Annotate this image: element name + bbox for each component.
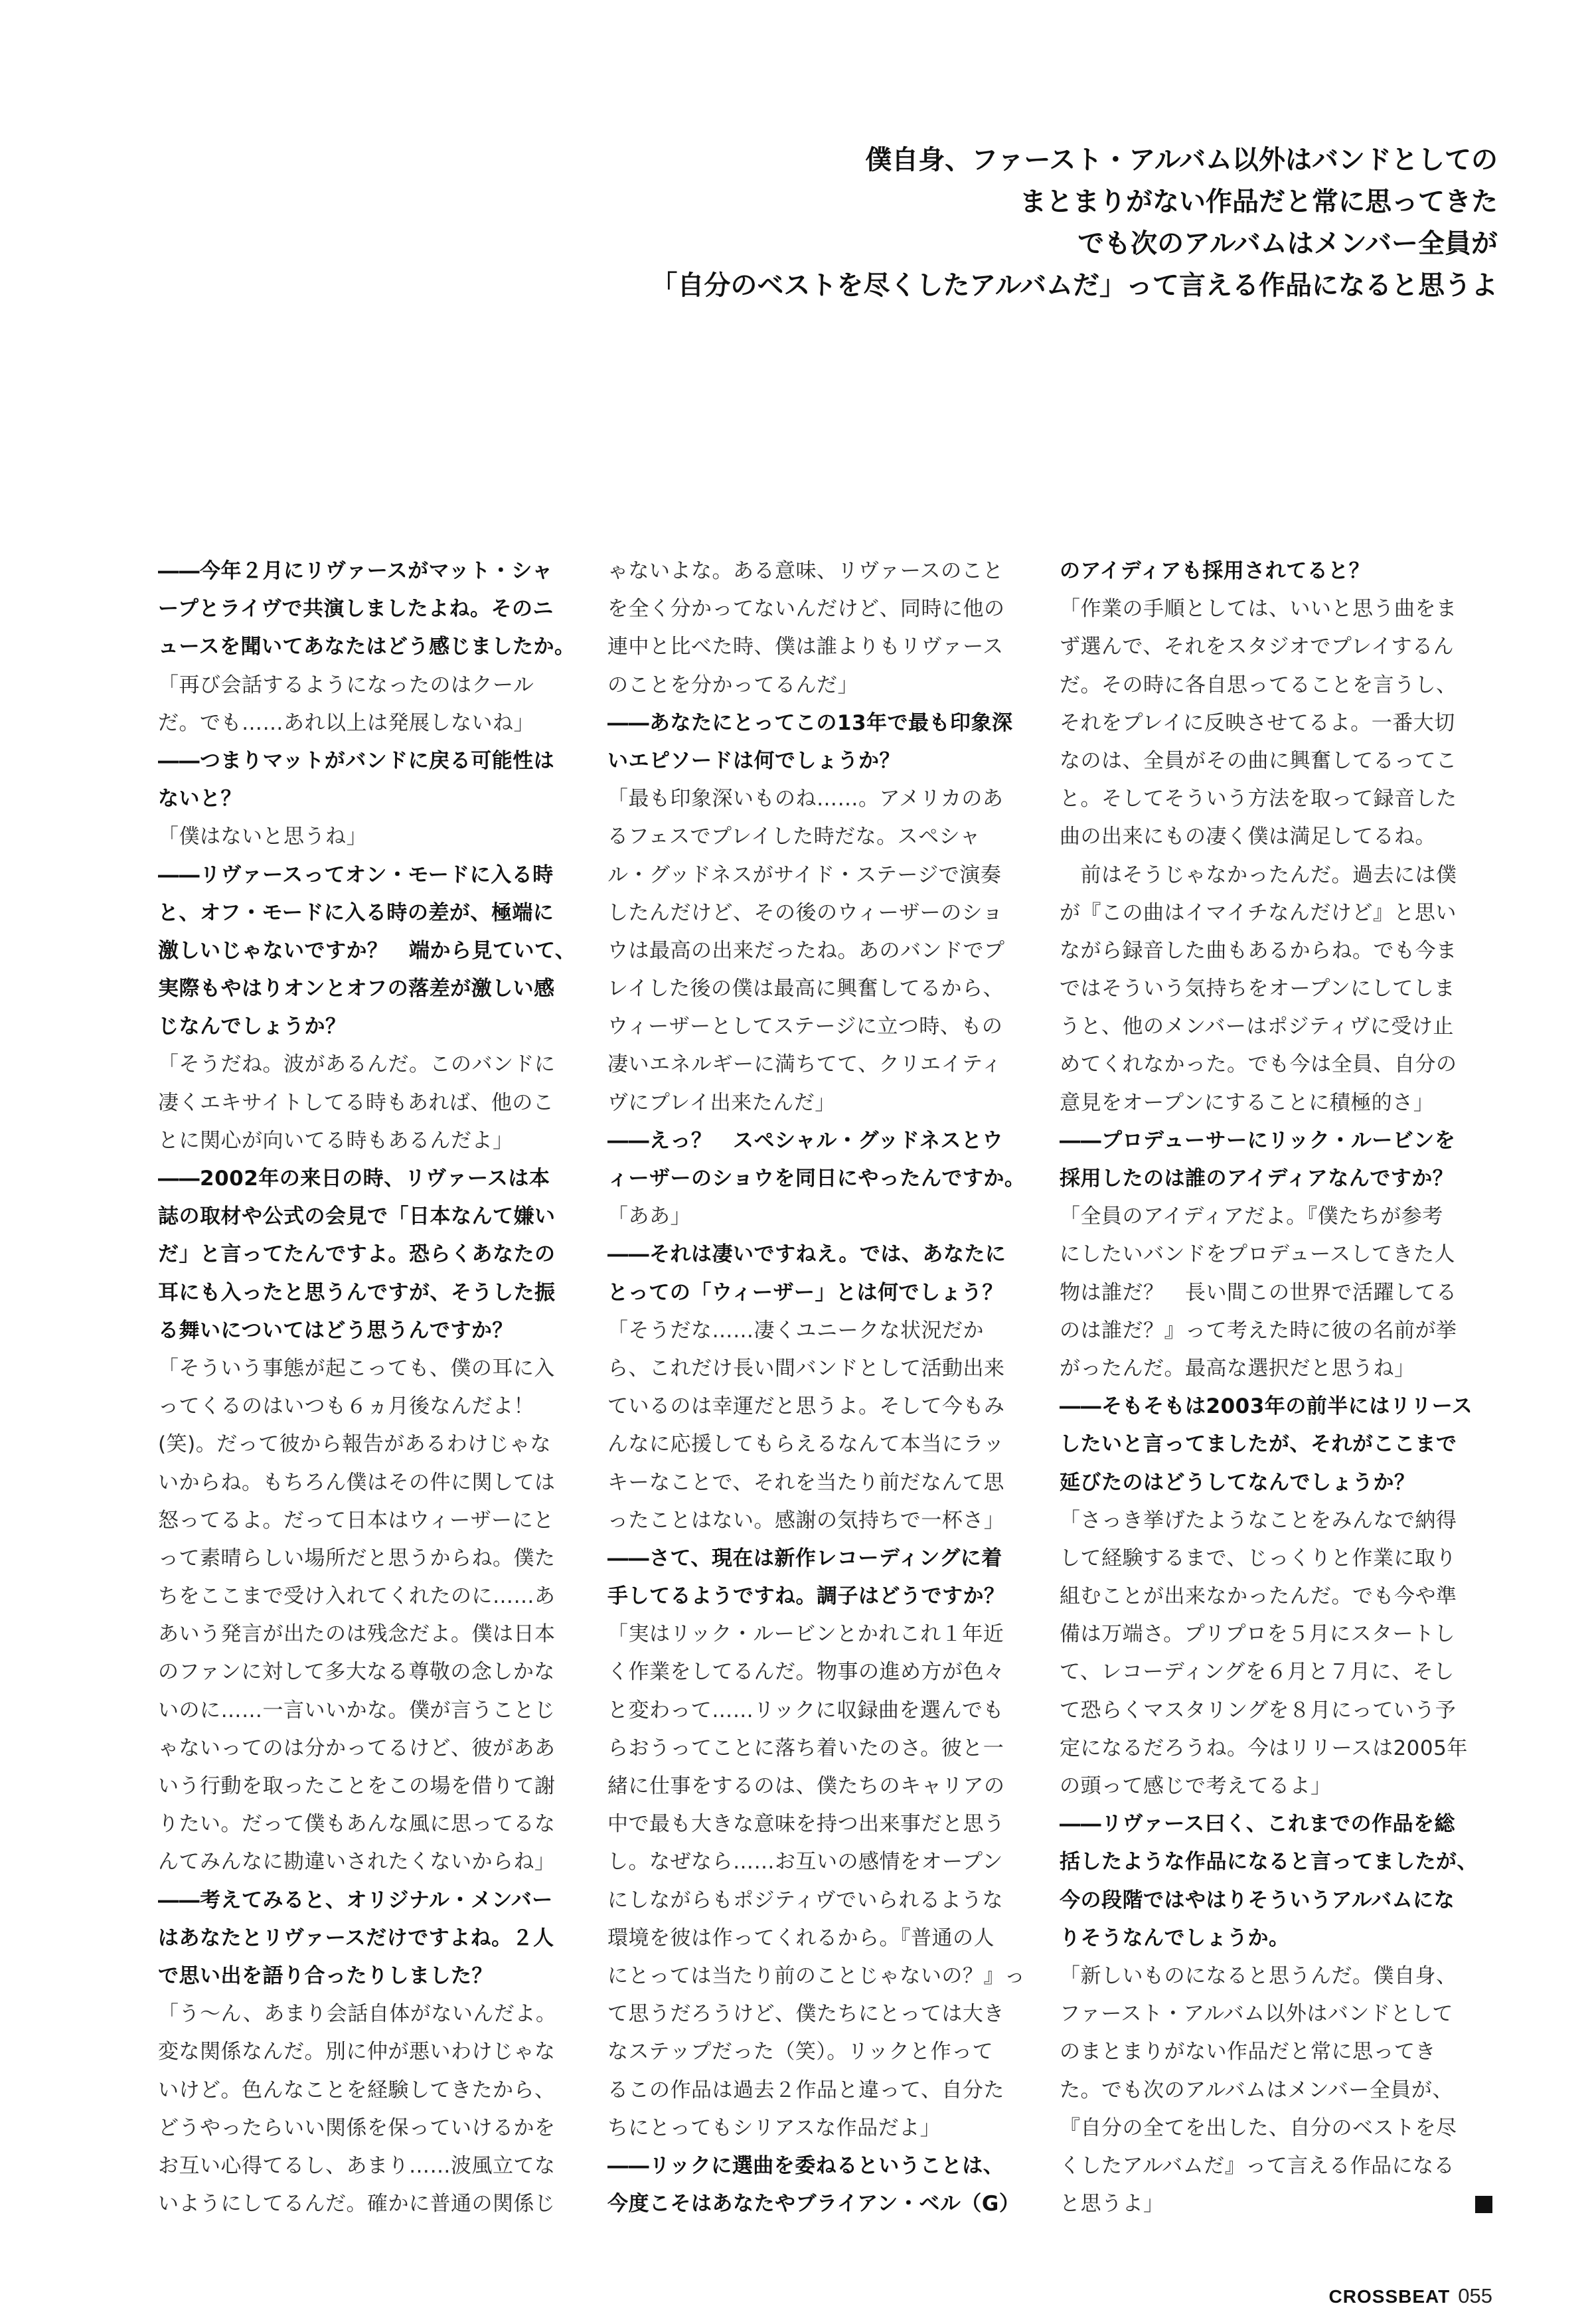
answer-line: 「さっき挙げたようなことをみんなで納得 bbox=[1060, 1508, 1457, 1533]
answer-line: ながら録音した曲もあるからね。でも今ま bbox=[1060, 938, 1457, 963]
answer-line: りたい。だって僕もあんな風に思ってるな bbox=[158, 1812, 556, 1837]
question-line: ――えっ？ スペシャル・グッドネスとウ bbox=[607, 1128, 1004, 1153]
answer-line: ちにとってもシリアスな作品だよ」 bbox=[607, 2116, 941, 2140]
answer-line: って素晴らしい場所だと思うからね。僕た bbox=[158, 1546, 556, 1570]
answer-line: にとっては当たり前のことじゃないの？』っ bbox=[607, 1963, 1026, 1988]
question-line: 耳にも入ったと思うんですが、そうした振 bbox=[158, 1280, 556, 1305]
answer-line: て思うだろうけど、僕たちにとっては大き bbox=[607, 2002, 1004, 2027]
question-line: ィーザーのショウを同日にやったんですか。 bbox=[607, 1167, 1026, 1191]
answer-line: ヴにプレイ出来たんだ」 bbox=[607, 1090, 836, 1115]
answer-line: ているのは幸運だと思うよ。そして今もみ bbox=[607, 1394, 1005, 1419]
answer-line: 「新しいものになると思うんだ。僕自身、 bbox=[1060, 1963, 1457, 1988]
question-line: 延びたのはどうしてなんでしょうか？ bbox=[1060, 1470, 1415, 1495]
question-line: ――それは凄いですねえ。では、あなたに bbox=[607, 1242, 1006, 1267]
answer-line: く作業をしてるんだ。物事の進め方が色々 bbox=[607, 1660, 1005, 1685]
answer-line: だ。その時に各自思ってることを言うし、 bbox=[1060, 673, 1457, 697]
answer-line: 「作業の手順としては、いいと思う曲をま bbox=[1060, 597, 1457, 622]
answer-line: 「再び会話するようになったのはクール bbox=[158, 673, 534, 697]
answer-line: 「そうだな……凄くユニークな状況だか bbox=[607, 1318, 984, 1343]
answer-line: 凄いエネルギーに満ちてて、クリエイティ bbox=[607, 1052, 1002, 1077]
answer-line: それをプレイに反映させてるよ。一番大切 bbox=[1060, 710, 1455, 735]
answer-line: お互い心得てるし、あまり……波風立てな bbox=[158, 2153, 556, 2178]
question-line: ――2002年の来日の時、リヴァースは本 bbox=[158, 1167, 550, 1191]
answer-line: がったんだ。最高な選択だと思うね」 bbox=[1060, 1356, 1415, 1380]
answer-line: 凄くエキサイトしてる時もあれば、他のこ bbox=[158, 1090, 554, 1115]
question-line: 激しいじゃないですか？ 端から見ていて、 bbox=[158, 938, 576, 963]
question-line: のアイディアも採用されてると？ bbox=[1060, 559, 1370, 583]
question-line: ュースを聞いてあなたはどう感じましたか。 bbox=[158, 635, 576, 659]
answer-line: だ。でも……あれ以上は発展しないね」 bbox=[158, 710, 534, 735]
answer-line: ゃないよな。ある意味、リヴァースのこと bbox=[607, 559, 1004, 583]
answer-line: いう行動を取ったことをこの場を借りて謝 bbox=[158, 1774, 556, 1798]
magazine-name: CROSSBEAT bbox=[1328, 2286, 1451, 2307]
question-line: とっての「ウィーザー」とは何でしょう？ bbox=[607, 1280, 1004, 1305]
pull-quote-line: まとまりがない作品だと常に思ってきた bbox=[1020, 187, 1498, 217]
answer-line: なステップだった（笑）。リックと作って bbox=[607, 2040, 994, 2064]
answer-line: し。なぜなら……お互いの感情をオープン bbox=[607, 1850, 1003, 1874]
answer-line: ら、これだけ長い間バンドとして活動出来 bbox=[607, 1356, 1005, 1380]
answer-line: なのは、全員がその曲に興奮してるってこ bbox=[1060, 748, 1457, 773]
answer-line: ってくるのはいつも６ヵ月後なんだよ！ bbox=[158, 1394, 534, 1419]
question-line: ――リヴァースってオン・モードに入る時 bbox=[158, 863, 554, 887]
page-number: 055 bbox=[1458, 2284, 1492, 2307]
question-line: 手してるようですね。調子はどうですか？ bbox=[607, 1584, 1005, 1609]
question-line: じなんでしょうか？ bbox=[158, 1015, 347, 1039]
answer-line: いからね。もちろん僕はその件に関しては bbox=[158, 1470, 556, 1495]
pull-quote bbox=[170, 139, 1498, 307]
question-line: 今の段階ではやはりそういうアルバムにな bbox=[1060, 1888, 1455, 1912]
pull-quote-line: 「自分のベストを尽くしたアルバムだ」って言える作品になると思うよ bbox=[651, 270, 1498, 301]
answer-line: のファンに対して多大なる尊敬の念しかな bbox=[158, 1660, 555, 1685]
question-line: ないと？ bbox=[158, 787, 242, 811]
answer-line: いようにしてるんだ。確かに普通の関係じ bbox=[158, 2192, 556, 2216]
answer-line: らおうってことに落ち着いたのさ。彼と一 bbox=[607, 1736, 1004, 1760]
answer-line: 「ああ」 bbox=[607, 1204, 691, 1229]
question-line: 誌の取材や公式の会見で「日本なんて嫌い bbox=[158, 1204, 556, 1229]
question-line: ――リヴァース曰く、これまでの作品を総 bbox=[1060, 1812, 1456, 1837]
answer-line: あいう発言が出たのは残念だよ。僕は日本 bbox=[158, 1622, 556, 1647]
answer-line: て、レコーディングを６月と７月に、そし bbox=[1060, 1660, 1455, 1685]
answer-line: くしたアルバムだ』って言える作品になる bbox=[1060, 2153, 1455, 2178]
question-line: ――リックに選曲を委ねるということは、 bbox=[607, 2153, 1004, 2178]
question-line: ープとライヴで共演しましたよね。そのニ bbox=[158, 597, 554, 622]
answer-line: 連中と比べた時、僕は誰よりもリヴァース bbox=[607, 635, 1004, 659]
question-line: ――さて、現在は新作レコーディングに着 bbox=[607, 1546, 1002, 1570]
answer-line: ル・グッドネスがサイド・ステージで演奏 bbox=[607, 863, 1002, 887]
pull-quote-line: 僕自身、ファースト・アルバム以外はバンドとしての bbox=[865, 145, 1498, 175]
answer-line: るこの作品は過去２作品と違って、自分た bbox=[607, 2078, 1004, 2102]
answer-line: ゃないってのは分かってるけど、彼がああ bbox=[158, 1736, 556, 1760]
answer-line: と。そしてそういう方法を取って録音した bbox=[1060, 787, 1457, 811]
answer-line: めてくれなかった。でも今は全員、自分の bbox=[1060, 1052, 1457, 1077]
answer-line: と変わって……リックに収録曲を選んでも bbox=[607, 1698, 1004, 1722]
answer-line: ウィーザーとしてステージに立つ時、もの bbox=[607, 1015, 1003, 1039]
answer-line: 前はそうじゃなかったんだ。過去には僕 bbox=[1060, 863, 1457, 887]
answer-line: 備は万端さ。プリプロを５月にスタートし bbox=[1060, 1622, 1456, 1647]
answer-line: のは誰だ？』って考えた時に彼の名前が挙 bbox=[1060, 1318, 1457, 1343]
answer-line: のことを分かってるんだ」 bbox=[607, 673, 858, 697]
answer-line: して経験するまで、じっくりと作業に取り bbox=[1060, 1546, 1457, 1570]
answer-line: 「最も印象深いものね……。アメリカのあ bbox=[607, 787, 1004, 811]
question-line: ――あなたにとってこの13年で最も印象深 bbox=[607, 710, 1013, 735]
question-line: はあなたとリヴァースだけですよね。２人 bbox=[158, 1926, 554, 1950]
answer-line: んなに応援してもらえるなんて本当にラッ bbox=[607, 1432, 1004, 1457]
question-line: 括したような作品になると言ってましたが、 bbox=[1060, 1850, 1478, 1874]
question-line: と、オフ・モードに入る時の差が、極端に bbox=[158, 900, 554, 925]
answer-line: 「う〜ん、あまり会話自体がないんだよ。 bbox=[158, 2002, 557, 2027]
answer-line: るフェスでプレイした時だな。スペシャ bbox=[607, 825, 981, 849]
page-footer bbox=[1329, 2284, 1492, 2308]
answer-line: た。でも次のアルバムはメンバー全員が、 bbox=[1060, 2078, 1453, 2102]
question-line: ――考えてみると、オリジナル・メンバー bbox=[158, 1888, 553, 1912]
question-line: りそうなんでしょうか。 bbox=[1060, 1926, 1290, 1950]
answer-line: いけど。色んなことを経験してきたから、 bbox=[158, 2078, 556, 2102]
question-line: いエピソードは何でしょうか？ bbox=[607, 748, 900, 773]
answer-line: が『この曲はイマイチなんだけど』と思い bbox=[1060, 900, 1457, 925]
answer-line: どうやったらいい関係を保っていけるかを bbox=[158, 2116, 556, 2140]
answer-line: 意見をオープンにすることに積極的さ」 bbox=[1060, 1090, 1435, 1115]
answer-line: 組むことが出来なかったんだ。でも今や準 bbox=[1060, 1584, 1457, 1609]
answer-line: キーなことで、それを当たり前だなんて思 bbox=[607, 1470, 1004, 1495]
answer-line: ちをここまで受け入れてくれたのに……あ bbox=[158, 1584, 556, 1609]
question-line: で思い出を語り合ったりしました？ bbox=[158, 1963, 493, 1988]
answer-line: 「そうだね。波があるんだ。このバンドに bbox=[158, 1052, 556, 1077]
interview-body bbox=[158, 552, 1494, 2216]
answer-line: いのに……一言いいかな。僕が言うことじ bbox=[158, 1698, 556, 1722]
answer-line: 「全員のアイディアだよ。『僕たちが参考 bbox=[1060, 1204, 1443, 1229]
answer-line: 「そういう事態が起こっても、僕の耳に入 bbox=[158, 1356, 555, 1380]
text-column-2 bbox=[607, 552, 1042, 2216]
answer-line: とに関心が向いてる時もあるんだよ」 bbox=[158, 1128, 514, 1153]
question-line: 実際もやはりオンとオフの落差が激しい感 bbox=[158, 977, 555, 1001]
answer-line: 怒ってるよ。だって日本はウィーザーにと bbox=[158, 1508, 554, 1533]
question-line: ――今年２月にリヴァースがマット・シャ bbox=[158, 559, 553, 583]
answer-line: と思うよ」 bbox=[1060, 2185, 1494, 2223]
answer-line: レイした後の僕は最高に興奮してるから、 bbox=[607, 977, 1004, 1001]
question-line: る舞いについてはどう思うんですか？ bbox=[158, 1318, 513, 1343]
answer-line: したんだけど、その後のウィーザーのショ bbox=[607, 900, 1004, 925]
pull-quote-line: でも次のアルバムはメンバー全員が bbox=[1077, 228, 1498, 259]
answer-line: んてみんなに勘違いされたくないからね」 bbox=[158, 1850, 556, 1874]
answer-line: て恐らくマスタリングを８月にっていう予 bbox=[1060, 1698, 1457, 1722]
answer-line: ったことはない。感謝の気持ちで一杯さ」 bbox=[607, 1508, 1005, 1533]
answer-line: 緒に仕事をするのは、僕たちのキャリアの bbox=[607, 1774, 1005, 1798]
answer-line: 定になるだろうね。今はリリースは2005年 bbox=[1060, 1736, 1468, 1760]
answer-line: 環境を彼は作ってくれるから。『普通の人 bbox=[607, 1926, 995, 1950]
answer-line: の頭って感じで考えてるよ」 bbox=[1060, 1774, 1332, 1798]
answer-line: を全く分かってないんだけど、同時に他の bbox=[607, 597, 1005, 622]
question-line: ――つまりマットがバンドに戻る可能性は bbox=[158, 748, 555, 773]
answer-line: ではそういう気持ちをオープンにしてしま bbox=[1060, 977, 1455, 1001]
answer-line: 『自分の全てを出した、自分のベストを尽 bbox=[1060, 2116, 1457, 2140]
answer-line: ファースト・アルバム以外はバンドとして bbox=[1060, 2002, 1453, 2027]
end-mark-icon bbox=[1475, 2196, 1492, 2213]
answer-line: 物は誰だ？ 長い間この世界で活躍してる bbox=[1060, 1280, 1457, 1305]
text-column-1 bbox=[158, 552, 592, 2216]
question-line: ――プロデューサーにリック・ルービンを bbox=[1060, 1128, 1456, 1153]
question-line: 今度こそはあなたやブライアン・ベル（G） bbox=[607, 2192, 1020, 2216]
answer-line: にしながらもポジティヴでいられるような bbox=[607, 1888, 1004, 1912]
answer-line: のまとまりがない作品だと常に思ってき bbox=[1060, 2040, 1436, 2064]
answer-line: 中で最も大きな意味を持つ出来事だと思う bbox=[607, 1812, 1005, 1837]
answer-line: うと、他のメンバーはポジティヴに受け止 bbox=[1060, 1015, 1454, 1039]
answer-line: にしたいバンドをプロデュースしてきた人 bbox=[1060, 1242, 1456, 1267]
answer-line: 「僕はないと思うね」 bbox=[158, 825, 367, 849]
text-column-3 bbox=[1060, 552, 1494, 2216]
answer-line: 曲の出来にもの凄く僕は満足してるね。 bbox=[1060, 825, 1436, 849]
question-line: 採用したのは誰のアイディアなんですか？ bbox=[1060, 1167, 1454, 1191]
question-line: したいと言ってましたが、それがここまで bbox=[1060, 1432, 1457, 1457]
answer-line: ウは最高の出来だったね。あのバンドでプ bbox=[607, 938, 1005, 963]
question-line: だ」と言ってたんですよ。恐らくあなたの bbox=[158, 1242, 556, 1267]
answer-line: 変な関係なんだ。別に仲が悪いわけじゃな bbox=[158, 2040, 556, 2064]
answer-line: 「実はリック・ルービンとかれこれ１年近 bbox=[607, 1622, 1004, 1647]
question-line: ――そもそもは2003年の前半にはリリース bbox=[1060, 1394, 1473, 1419]
answer-line: ず選んで、それをスタジオでプレイするん bbox=[1060, 635, 1455, 659]
answer-line: (笑)。だって彼から報告があるわけじゃな bbox=[158, 1432, 552, 1457]
